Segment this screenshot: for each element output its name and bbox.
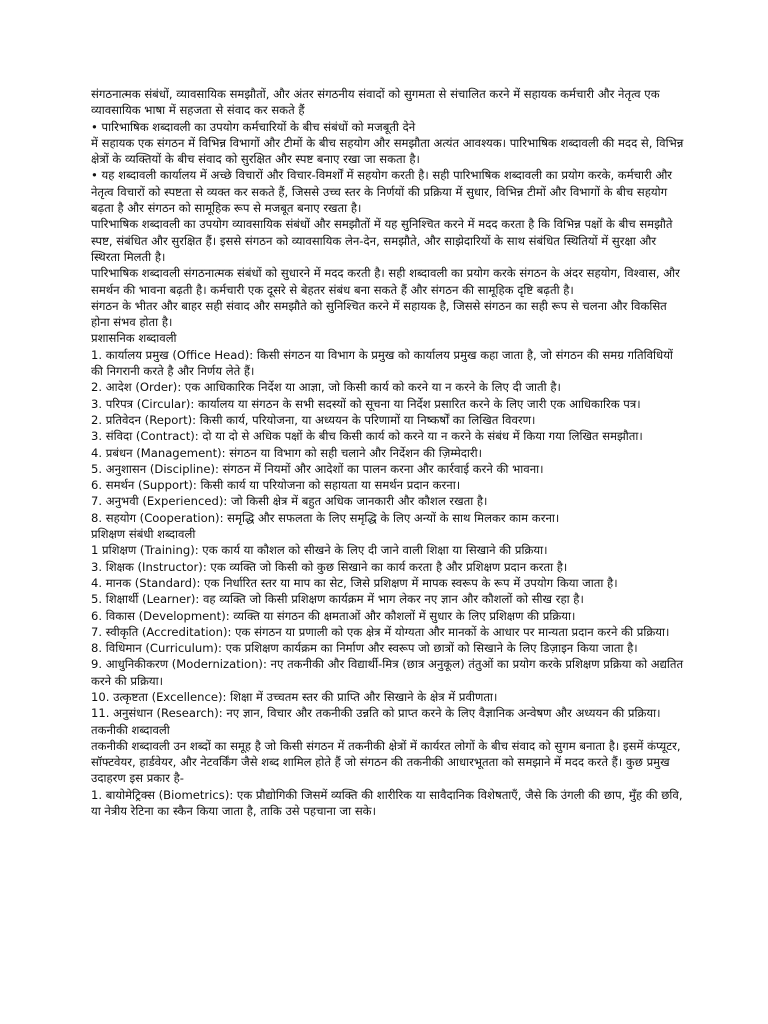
paragraph: पारिभाषिक शब्दावली का उपयोग व्यावसायिक संबंधों और समझौतों में यह सुनिश्चित करने में मदद करता है कि विभिन्न पक्षों के बीच समझौते स्पष्ट, संबंधित और सुरक्षित हैं। इससे संगठन को व्यावसायिक लेन-देन, समझौते, और साझेदारियों के साथ संबंधित स्थितियों में सुरक्षा और स्थिरता मिलती है। — [91, 217, 673, 264]
list-item: 5. अनुशासन (Discipline): संगठन में नियमों और आदेशों का पालन करना और कार्रवाई करने की भावना। — [91, 461, 544, 476]
list-item: 7. अनुभवी (Experienced): जो किसी क्षेत्र में बहुत अधिक जानकारी और कौशल रखता है। — [91, 494, 488, 509]
paragraph: • यह शब्दावली कार्यालय में अच्छे विचारों और विचार-विमर्शों में सहयोग करती है। सही पारिभाषिक शब्दावली का प्रयोग करके, कर्मचारी और नेतृत्व विचारों को स्पष्टता से व्यक्त कर सकते हैं, जिससे उच्च स्तर के निर्णयों की प्रक्रिया में सुधार, विभिन्न टीमों और विभागों के बीच सहयोग बढ़ता है और संगठन को सामूहिक रूप से मजबूत बनाए रखता है। — [91, 168, 673, 216]
list-item: 5. शिक्षार्थी (Learner): वह व्यक्ति जो किसी प्रशिक्षण कार्यक्रम में भाग लेकर नए ज्ञान और कौशलों को सीख रहा है। — [91, 592, 584, 607]
list-item: 2. आदेश (Order): एक आधिकारिक निर्देश या आज्ञा, जो किसी कार्य को करने या न करने के लिए दी जाती है। — [91, 380, 561, 395]
paragraph: संगठनात्मक संबंधों, व्यावसायिक समझौतों, और अंतर संगठनीय संवादों को सुगमता से संचालित करने में सहायक कर्मचारी और नेतृत्व एक व्यावसायिक भाषा में सहजता से संवाद कर सकते हैं — [91, 87, 660, 118]
training-heading: प्रशिक्षण संबंधी शब्दावली — [91, 527, 196, 542]
paragraph: • पारिभाषिक शब्दावली का उपयोग कर्मचारियों के बीच संबंधों को मजबूती देने — [91, 119, 416, 134]
list-item: 6. विकास (Development): व्यक्ति या संगठन की क्षमताओं और कौशलों में सुधार के लिए प्रशिक्षण की प्रक्रिया। — [91, 608, 576, 623]
list-item: 9. आधुनिकीकरण (Modernization): नए तकनीकी और विद्यार्थी-मित्र (छात्र अनुकूल) तंतुओं का प्रयोग करके प्रशिक्षण प्रक्रिया को अद्यतित करने की प्रक्रिया। — [91, 657, 684, 688]
list-item: 8. सहयोग (Cooperation): समृद्धि और सफलता के लिए समृद्धि के लिए अन्यों के साथ मिलकर काम करना। — [91, 510, 560, 525]
tech-heading: तकनीकी शब्दावली — [91, 722, 170, 737]
admin-heading: प्रशासनिक शब्दावली — [91, 331, 177, 346]
list-item: 3. शिक्षक (Instructor): एक व्यक्ति जो किसी को कुछ सिखाने का कार्य करता है और प्रशिक्षण प्रदान करता है। — [91, 559, 568, 574]
list-item: 11. अनुसंधान (Research): नए ज्ञान, विचार और तकनीकी उन्नति को प्राप्त करने के लिए वैज्ञानिक अन्वेषण और अध्ययन की प्रक्रिया। — [91, 706, 661, 721]
list-item: 2. प्रतिवेदन (Report): किसी कार्य, परियोजना, या अध्ययन के परिणामों या निष्कर्षों का लिखित विवरण। — [91, 412, 536, 427]
list-item: 7. स्वीकृति (Accreditation): एक संगठन या प्रणाली को एक क्षेत्र में योग्यता और मानकों के आधार पर मान्यता प्रदान करने की प्रक्रिया। — [91, 624, 670, 639]
list-item: 6. समर्थन (Support): किसी कार्य या परियोजना को सहायता या समर्थन प्रदान करना। — [91, 478, 461, 493]
list-item: 1 प्रशिक्षण (Training): एक कार्य या कौशल को सीखने के लिए दी जाने वाली शिक्षा या सिखाने की प्रक्रिया। — [91, 543, 548, 558]
paragraph: संगठन के भीतर और बाहर सही संवाद और समझौते को सुनिश्चित करने में सहायक है, जिससे संगठन का सही रूप से चलना और विकसित होना संभव होता है। — [91, 298, 667, 330]
document-page — [91, 86, 687, 819]
list-item: 1. कार्यालय प्रमुख (Office Head): किसी संगठन या विभाग के प्रमुख को कार्यालय प्रमुख कहा जाता है, जो संगठन की समग्र गतिविधियों की निगरानी करते है और निर्णय लेते हैं। — [91, 347, 673, 379]
list-item: 8. विधिमान (Curriculum): एक प्रशिक्षण कार्यक्रम का निर्माण और स्वरूप जो छात्रों को सिखाने के लिए डिज़ाइन किया जाता है। — [91, 641, 638, 656]
list-item: 4. प्रबंधन (Management): संगठन या विभाग को सही चलाने और निर्देशन की ज़िम्मेदारी। — [91, 445, 483, 460]
list-item: 3. संविदा (Contract): दो या दो से अधिक पक्षों के बीच किसी कार्य को करने या न करने के संबंध में किया गया लिखित समझौता। — [91, 429, 643, 444]
list-item: 1. बायोमेट्रिक्स (Biometrics): एक प्रौद्योगिकी जिसमें व्यक्ति की शारीरिक या सावैदानिक विशेषताएँ, जैसे कि उंगली की छाप, मुँह की छवि, या नेत्रीय रेटिना का स्कैन किया जाता है, ताकि उसे पहचाना जा सके। — [91, 787, 683, 819]
list-item: 3. परिपत्र (Circular): कार्यालय या संगठन के सभी सदस्यों को सूचना या निर्देश प्रसारित करने के लिए जारी एक आधिकारिक पत्र। — [91, 396, 641, 411]
list-item: 10. उत्कृष्टता (Excellence): शिक्षा में उच्चतम स्तर की प्राप्ति और सिखाने के क्षेत्र में प्रवीणता। — [91, 689, 498, 704]
paragraph: में सहायक एक संगठन में विभिन्न विभागों और टीमों के बीच सहयोग और समझौता अत्यंत आवश्यक। पारिभाषिक शब्दावली की मदद से, विभिन्न क्षेत्रों के व्यक्तियों के बीच संवाद को सुरक्षित और स्पष्ट बनाए रखा जा सकता है। — [91, 135, 684, 167]
tech-intro: तकनीकी शब्दावली उन शब्दों का समूह है जो किसी संगठन में तकनीकी क्षेत्रों में कार्यरत लोगों के बीच संवाद को सुगम बनाता है। इसमें कंप्यूटर, सॉफ्टवेयर, हार्डवेयर, और नेटवर्किंग जैसे शब्द शामिल होते हैं जो संगठन की तकनीकी आधारभूतता को समझाने में मदद करते हैं। कुछ प्रमुख उदाहरण इस प्रकार है- — [91, 738, 681, 786]
list-item: 4. मानक (Standard): एक निर्धारित स्तर या माप का सेट, जिसे प्रशिक्षण में मापक स्वरूप के रूप में उपयोग किया जाता है। — [91, 575, 618, 590]
paragraph: पारिभाषिक शब्दावली संगठनात्मक संबंधों को सुधारने में मदद करती है। सही शब्दावली का प्रयोग करके संगठन के अंदर सहयोग, विश्वास, और समर्थन की भावना बढ़ती है। कर्मचारी एक दूसरे से बेहतर संबंध बना सकते हैं और संगठन की सामूहिक दृष्टि बढ़ती है। — [91, 266, 680, 297]
